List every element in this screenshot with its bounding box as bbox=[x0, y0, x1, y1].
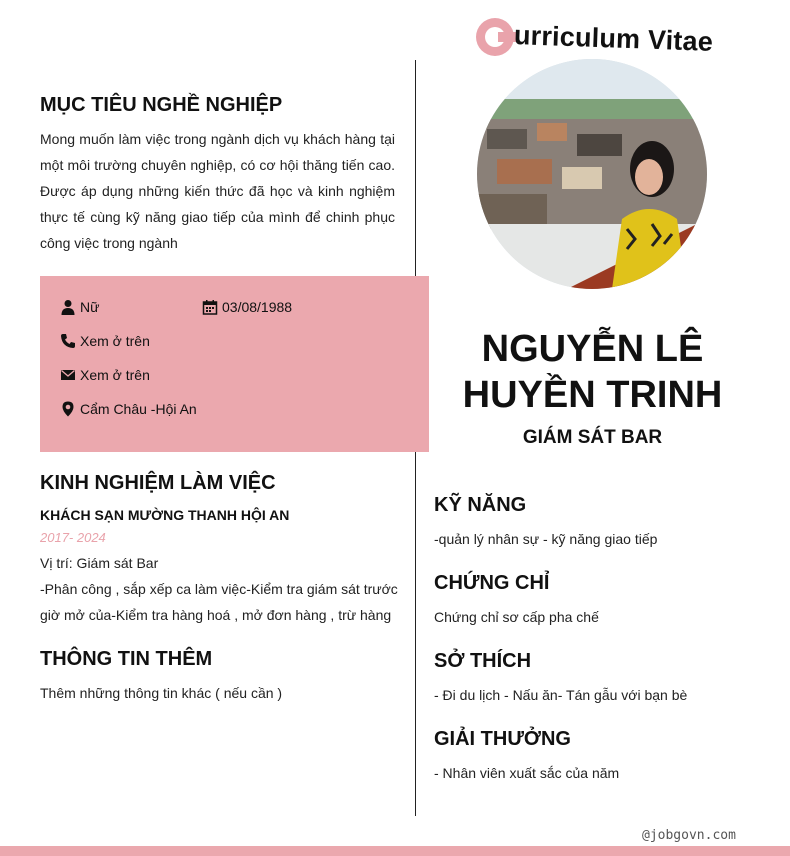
info-gender bbox=[60, 299, 99, 315]
awards-text: - Nhân viên xuất sắc của năm bbox=[434, 765, 620, 781]
objective-text: Mong muốn làm việc trong ngành dịch vụ khách hàng tại một môi trường chuyên nghiệp, có cơ hội thăng tiến cao. Được áp dụng những kiến thức đã học và kinh nghiệm thực tế cùng kỹ năng giao tiếp của mình để chinh phục công việc trong ngành bbox=[40, 131, 395, 251]
cv-logo bbox=[476, 14, 736, 60]
hobbies-text: - Đi du lịch - Nấu ăn- Tán gẫu với bạn bè bbox=[434, 687, 688, 703]
certificates-heading: CHỨNG CHỈ bbox=[434, 572, 550, 594]
name-line-2: HUYỀN TRINH bbox=[462, 374, 723, 416]
experience-position: Vị trí: Giám sát Bar bbox=[40, 555, 159, 571]
info-email bbox=[60, 367, 150, 383]
skills-heading: KỸ NĂNG bbox=[434, 494, 527, 516]
mail-icon bbox=[60, 367, 76, 383]
objective-heading: MỤC TIÊU NGHỀ NGHIỆP bbox=[40, 94, 283, 116]
info-phone bbox=[60, 333, 150, 349]
certificates-text: Chứng chỉ sơ cấp pha chế bbox=[434, 609, 599, 625]
info-address bbox=[60, 401, 197, 417]
watermark-text: @jobgovn.com bbox=[642, 828, 736, 843]
user-icon bbox=[60, 299, 76, 315]
experience-years: 2017- 2024 bbox=[40, 530, 106, 545]
experience-heading: KINH NGHIỆM LÀM VIỆC bbox=[40, 472, 276, 494]
phone-value: Xem ở trên bbox=[80, 333, 150, 349]
hobbies-heading: SỞ THÍCH bbox=[434, 650, 532, 672]
skills-text: -quản lý nhân sự - kỹ năng giao tiếp bbox=[434, 531, 658, 547]
job-title: GIÁM SÁT BAR bbox=[522, 427, 663, 448]
footer-bar bbox=[0, 846, 790, 856]
full-name bbox=[440, 326, 745, 418]
extra-heading: THÔNG TIN THÊM bbox=[40, 648, 213, 670]
profile-photo bbox=[477, 59, 707, 289]
phone-icon bbox=[60, 333, 76, 349]
location-pin-icon bbox=[60, 401, 76, 417]
dob-value: 03/08/1988 bbox=[222, 299, 293, 315]
gender-value: Nữ bbox=[80, 299, 100, 315]
awards-heading: GIẢI THƯỞNG bbox=[434, 728, 571, 750]
email-value: Xem ở trên bbox=[80, 367, 150, 383]
logo-c-circle bbox=[476, 18, 514, 56]
experience-duties: -Phân công , sắp xếp ca làm việc-Kiểm tra giám sát trước giờ mở của-Kiểm tra hàng hoá , mở đơn hàng , trừ hàng bbox=[40, 581, 398, 623]
name-line-1: NGUYỄN LÊ bbox=[481, 328, 704, 370]
info-dob bbox=[202, 299, 292, 315]
logo-title: urriculum Vitae bbox=[513, 20, 714, 57]
address-value: Cẩm Châu -Hội An bbox=[80, 401, 197, 417]
calendar-icon bbox=[202, 299, 218, 315]
extra-text: Thêm những thông tin khác ( nếu cần ) bbox=[40, 685, 283, 701]
personal-info-box bbox=[40, 276, 429, 452]
experience-company: KHÁCH SẠN MƯỜNG THANH HỘI AN bbox=[40, 507, 290, 523]
